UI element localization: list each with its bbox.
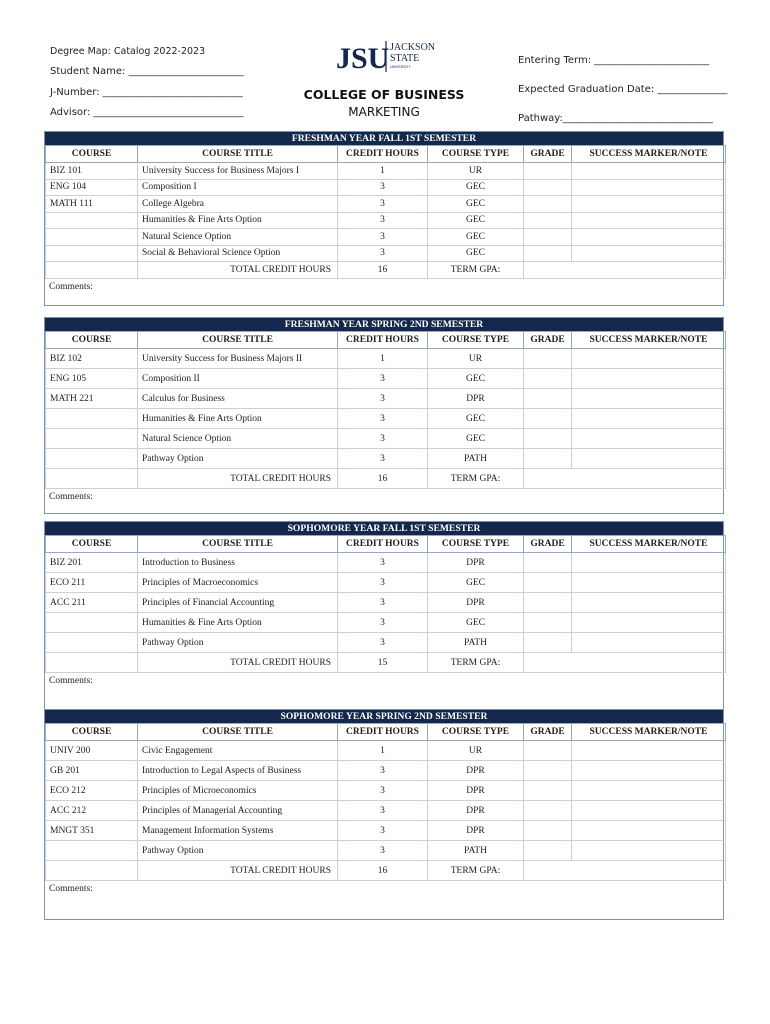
course-table <box>45 723 726 881</box>
comments-field[interactable] <box>45 489 723 513</box>
credit-hours: 3 <box>338 781 428 801</box>
table-row <box>46 593 726 613</box>
grade-cell[interactable] <box>524 245 572 262</box>
success-marker-cell[interactable] <box>572 389 726 409</box>
table-row <box>46 553 726 573</box>
grade-cell[interactable] <box>524 821 572 841</box>
credit-hours: 3 <box>338 553 428 573</box>
course-title: Principles of Macroeconomics <box>138 573 338 593</box>
credit-hours: 3 <box>338 196 428 213</box>
table-row <box>46 429 726 449</box>
success-marker-cell[interactable] <box>572 613 726 633</box>
total-row <box>46 262 726 279</box>
table-row <box>46 841 726 861</box>
semester-section <box>44 131 724 306</box>
total-hours: 16 <box>338 262 428 279</box>
grade-cell[interactable] <box>524 349 572 369</box>
j-number-field[interactable]: J-Number: ____________________________ <box>50 87 243 98</box>
success-marker-cell[interactable] <box>572 553 726 573</box>
grade-cell[interactable] <box>524 179 572 196</box>
course-title: Introduction to Business <box>138 553 338 573</box>
course-type: GEC <box>428 196 524 213</box>
table-row <box>46 389 726 409</box>
table-row <box>46 613 726 633</box>
total-label: TOTAL CREDIT HOURS <box>138 653 338 673</box>
course-code <box>46 633 138 653</box>
table-row <box>46 179 726 196</box>
total-row <box>46 469 726 489</box>
total-label: TOTAL CREDIT HOURS <box>138 861 338 881</box>
course-title: Principles of Financial Accounting <box>138 593 338 613</box>
course-code: MATH 221 <box>46 389 138 409</box>
credit-hours: 3 <box>338 389 428 409</box>
table-row <box>46 741 726 761</box>
course-table <box>45 145 726 279</box>
credit-hours: 3 <box>338 229 428 246</box>
table-row <box>46 449 726 469</box>
course-type: DPR <box>428 781 524 801</box>
comments-field[interactable] <box>45 881 723 919</box>
course-type: GEC <box>428 245 524 262</box>
course-code <box>46 229 138 246</box>
course-title: College Algebra <box>138 196 338 213</box>
course-title: Humanities & Fine Arts Option <box>138 613 338 633</box>
grade-cell[interactable] <box>524 761 572 781</box>
total-spacer <box>46 861 138 881</box>
credit-hours: 3 <box>338 429 428 449</box>
column-header: GRADE <box>524 332 572 349</box>
credit-hours: 3 <box>338 821 428 841</box>
course-code <box>46 449 138 469</box>
column-header: COURSE TYPE <box>428 332 524 349</box>
column-header: COURSE TITLE <box>138 146 338 163</box>
comments-field[interactable] <box>45 279 723 305</box>
course-code: ENG 104 <box>46 179 138 196</box>
course-title: Civic Engagement <box>138 741 338 761</box>
term-gpa-label: TERM GPA: <box>428 262 524 279</box>
section-title: SOPHOMORE YEAR FALL 1ST SEMESTER <box>45 522 723 535</box>
header-row <box>46 146 726 163</box>
grade-cell[interactable] <box>524 449 572 469</box>
credit-hours: 3 <box>338 613 428 633</box>
logo-mark: JSU <box>336 42 390 75</box>
course-type: GEC <box>428 429 524 449</box>
course-type: GEC <box>428 212 524 229</box>
course-type: GEC <box>428 409 524 429</box>
table-row <box>46 229 726 246</box>
section-title: FRESHMAN YEAR FALL 1ST SEMESTER <box>45 132 723 145</box>
course-table <box>45 535 726 673</box>
table-row <box>46 821 726 841</box>
course-type: GEC <box>428 179 524 196</box>
course-type: GEC <box>428 613 524 633</box>
header-row <box>46 332 726 349</box>
pathway-field[interactable]: Pathway:______________________________ <box>518 113 713 124</box>
course-type: DPR <box>428 593 524 613</box>
comments-label: Comments: <box>49 884 93 894</box>
header-row <box>46 724 726 741</box>
column-header: COURSE <box>46 724 138 741</box>
column-header: GRADE <box>524 724 572 741</box>
table-row <box>46 761 726 781</box>
grade-cell[interactable] <box>524 229 572 246</box>
grade-cell[interactable] <box>524 633 572 653</box>
column-header: CREDIT HOURS <box>338 332 428 349</box>
course-code <box>46 841 138 861</box>
course-code: ACC 211 <box>46 593 138 613</box>
success-marker-cell[interactable] <box>572 163 726 180</box>
section-title: SOPHOMORE YEAR SPRING 2ND SEMESTER <box>45 710 723 723</box>
course-type: UR <box>428 349 524 369</box>
course-title: Natural Science Option <box>138 229 338 246</box>
success-marker-cell[interactable] <box>572 196 726 213</box>
column-header: CREDIT HOURS <box>338 146 428 163</box>
success-marker-cell[interactable] <box>572 229 726 246</box>
grade-cell[interactable] <box>524 613 572 633</box>
column-header: COURSE TYPE <box>428 536 524 553</box>
expected-graduation-field[interactable]: Expected Graduation Date: ______________ <box>518 84 728 95</box>
course-title: University Success for Business Majors I <box>138 163 338 180</box>
grade-cell[interactable] <box>524 553 572 573</box>
total-label: TOTAL CREDIT HOURS <box>138 469 338 489</box>
column-header: SUCCESS MARKER/NOTE <box>572 332 726 349</box>
total-row <box>46 861 726 881</box>
column-header: GRADE <box>524 536 572 553</box>
college-title: COLLEGE OF BUSINESS <box>303 87 465 102</box>
course-code: ACC 212 <box>46 801 138 821</box>
credit-hours: 3 <box>338 212 428 229</box>
term-gpa-value[interactable] <box>524 861 726 881</box>
course-title: Pathway Option <box>138 841 338 861</box>
course-code: ENG 105 <box>46 369 138 389</box>
course-code: UNIV 200 <box>46 741 138 761</box>
course-type: UR <box>428 741 524 761</box>
course-code: MNGT 351 <box>46 821 138 841</box>
course-code: ECO 211 <box>46 573 138 593</box>
success-marker-cell[interactable] <box>572 573 726 593</box>
column-header: SUCCESS MARKER/NOTE <box>572 724 726 741</box>
course-title: Principles of Managerial Accounting <box>138 801 338 821</box>
course-title: Composition II <box>138 369 338 389</box>
grade-cell[interactable] <box>524 389 572 409</box>
course-title: Composition I <box>138 179 338 196</box>
table-row <box>46 349 726 369</box>
column-header: CREDIT HOURS <box>338 724 428 741</box>
total-hours: 16 <box>338 469 428 489</box>
course-code: ECO 212 <box>46 781 138 801</box>
success-marker-cell[interactable] <box>572 369 726 389</box>
course-code <box>46 429 138 449</box>
jsu-logo <box>336 38 440 78</box>
column-header: SUCCESS MARKER/NOTE <box>572 146 726 163</box>
success-marker-cell[interactable] <box>572 781 726 801</box>
course-type: GEC <box>428 369 524 389</box>
total-label: TOTAL CREDIT HOURS <box>138 262 338 279</box>
total-hours: 16 <box>338 861 428 881</box>
student-name-field[interactable]: Student Name: _______________________ <box>50 66 244 77</box>
course-type: DPR <box>428 761 524 781</box>
term-gpa-value[interactable] <box>524 469 726 489</box>
major-title: MARKETING <box>348 105 420 119</box>
column-header: COURSE <box>46 332 138 349</box>
semester-section <box>44 317 724 514</box>
course-type: PATH <box>428 449 524 469</box>
header-row <box>46 536 726 553</box>
logo-line3: UNIVERSITY <box>390 65 412 69</box>
course-table <box>45 331 726 489</box>
credit-hours: 3 <box>338 801 428 821</box>
course-code <box>46 613 138 633</box>
success-marker-cell[interactable] <box>572 245 726 262</box>
table-row <box>46 801 726 821</box>
column-header: GRADE <box>524 146 572 163</box>
credit-hours: 3 <box>338 593 428 613</box>
table-row <box>46 245 726 262</box>
credit-hours: 3 <box>338 179 428 196</box>
course-title: Calculus for Business <box>138 389 338 409</box>
semester-section <box>44 521 724 712</box>
comments-field[interactable] <box>45 673 723 711</box>
course-code: BIZ 101 <box>46 163 138 180</box>
total-spacer <box>46 262 138 279</box>
degree-map-label: Degree Map: Catalog 2022-2023 <box>50 46 206 57</box>
grade-cell[interactable] <box>524 196 572 213</box>
grade-cell[interactable] <box>524 841 572 861</box>
total-spacer <box>46 469 138 489</box>
success-marker-cell[interactable] <box>572 761 726 781</box>
success-marker-cell[interactable] <box>572 429 726 449</box>
column-header: COURSE <box>46 536 138 553</box>
course-type: DPR <box>428 821 524 841</box>
table-row <box>46 409 726 429</box>
term-gpa-value[interactable] <box>524 262 726 279</box>
comments-label: Comments: <box>49 676 93 686</box>
course-title: Pathway Option <box>138 633 338 653</box>
total-spacer <box>46 653 138 673</box>
course-title: Humanities & Fine Arts Option <box>138 409 338 429</box>
success-marker-cell[interactable] <box>572 212 726 229</box>
course-title: Pathway Option <box>138 449 338 469</box>
term-gpa-label: TERM GPA: <box>428 653 524 673</box>
semester-section <box>44 709 724 920</box>
term-gpa-label: TERM GPA: <box>428 861 524 881</box>
credit-hours: 1 <box>338 741 428 761</box>
advisor-field[interactable]: Advisor: ______________________________ <box>50 107 244 118</box>
course-title: Natural Science Option <box>138 429 338 449</box>
table-row <box>46 369 726 389</box>
course-type: UR <box>428 163 524 180</box>
course-title: Humanities & Fine Arts Option <box>138 212 338 229</box>
column-header: CREDIT HOURS <box>338 536 428 553</box>
course-type: DPR <box>428 801 524 821</box>
entering-term-field[interactable]: Entering Term: _______________________ <box>518 55 710 66</box>
course-title: Principles of Microeconomics <box>138 781 338 801</box>
term-gpa-label: TERM GPA: <box>428 469 524 489</box>
credit-hours: 1 <box>338 349 428 369</box>
grade-cell[interactable] <box>524 163 572 180</box>
column-header: COURSE TYPE <box>428 724 524 741</box>
column-header: COURSE TITLE <box>138 536 338 553</box>
table-row <box>46 196 726 213</box>
success-marker-cell[interactable] <box>572 409 726 429</box>
comments-label: Comments: <box>49 492 93 502</box>
credit-hours: 3 <box>338 245 428 262</box>
column-header: COURSE TYPE <box>428 146 524 163</box>
success-marker-cell[interactable] <box>572 841 726 861</box>
credit-hours: 3 <box>338 841 428 861</box>
table-row <box>46 573 726 593</box>
course-code: GB 201 <box>46 761 138 781</box>
course-type: PATH <box>428 633 524 653</box>
course-title: Management Information Systems <box>138 821 338 841</box>
course-title: Social & Behavioral Science Option <box>138 245 338 262</box>
term-gpa-value[interactable] <box>524 653 726 673</box>
table-row <box>46 212 726 229</box>
success-marker-cell[interactable] <box>572 821 726 841</box>
grade-cell[interactable] <box>524 741 572 761</box>
course-code: BIZ 102 <box>46 349 138 369</box>
credit-hours: 3 <box>338 633 428 653</box>
course-type: DPR <box>428 389 524 409</box>
column-header: SUCCESS MARKER/NOTE <box>572 536 726 553</box>
success-marker-cell[interactable] <box>572 449 726 469</box>
course-code <box>46 245 138 262</box>
grade-cell[interactable] <box>524 781 572 801</box>
credit-hours: 3 <box>338 409 428 429</box>
table-row <box>46 633 726 653</box>
course-code: MATH 111 <box>46 196 138 213</box>
credit-hours: 1 <box>338 163 428 180</box>
success-marker-cell[interactable] <box>572 801 726 821</box>
comments-label: Comments: <box>49 281 93 292</box>
course-type: PATH <box>428 841 524 861</box>
grade-cell[interactable] <box>524 369 572 389</box>
course-title: Introduction to Legal Aspects of Business <box>138 761 338 781</box>
course-code: BIZ 201 <box>46 553 138 573</box>
course-type: GEC <box>428 573 524 593</box>
credit-hours: 3 <box>338 449 428 469</box>
total-hours: 15 <box>338 653 428 673</box>
section-title: FRESHMAN YEAR SPRING 2ND SEMESTER <box>45 318 723 331</box>
course-code <box>46 212 138 229</box>
course-title: University Success for Business Majors II <box>138 349 338 369</box>
column-header: COURSE TITLE <box>138 724 338 741</box>
success-marker-cell[interactable] <box>572 179 726 196</box>
success-marker-cell[interactable] <box>572 633 726 653</box>
credit-hours: 3 <box>338 369 428 389</box>
success-marker-cell[interactable] <box>572 593 726 613</box>
logo-line2: STATE <box>390 53 420 64</box>
grade-cell[interactable] <box>524 212 572 229</box>
grade-cell[interactable] <box>524 429 572 449</box>
success-marker-cell[interactable] <box>572 741 726 761</box>
course-code <box>46 409 138 429</box>
table-row <box>46 781 726 801</box>
table-row <box>46 163 726 180</box>
column-header: COURSE TITLE <box>138 332 338 349</box>
logo-line1: JACKSON <box>390 42 436 53</box>
column-header: COURSE <box>46 146 138 163</box>
course-type: DPR <box>428 553 524 573</box>
success-marker-cell[interactable] <box>572 349 726 369</box>
credit-hours: 3 <box>338 573 428 593</box>
grade-cell[interactable] <box>524 593 572 613</box>
grade-cell[interactable] <box>524 409 572 429</box>
credit-hours: 3 <box>338 761 428 781</box>
total-row <box>46 653 726 673</box>
grade-cell[interactable] <box>524 801 572 821</box>
course-type: GEC <box>428 229 524 246</box>
grade-cell[interactable] <box>524 573 572 593</box>
